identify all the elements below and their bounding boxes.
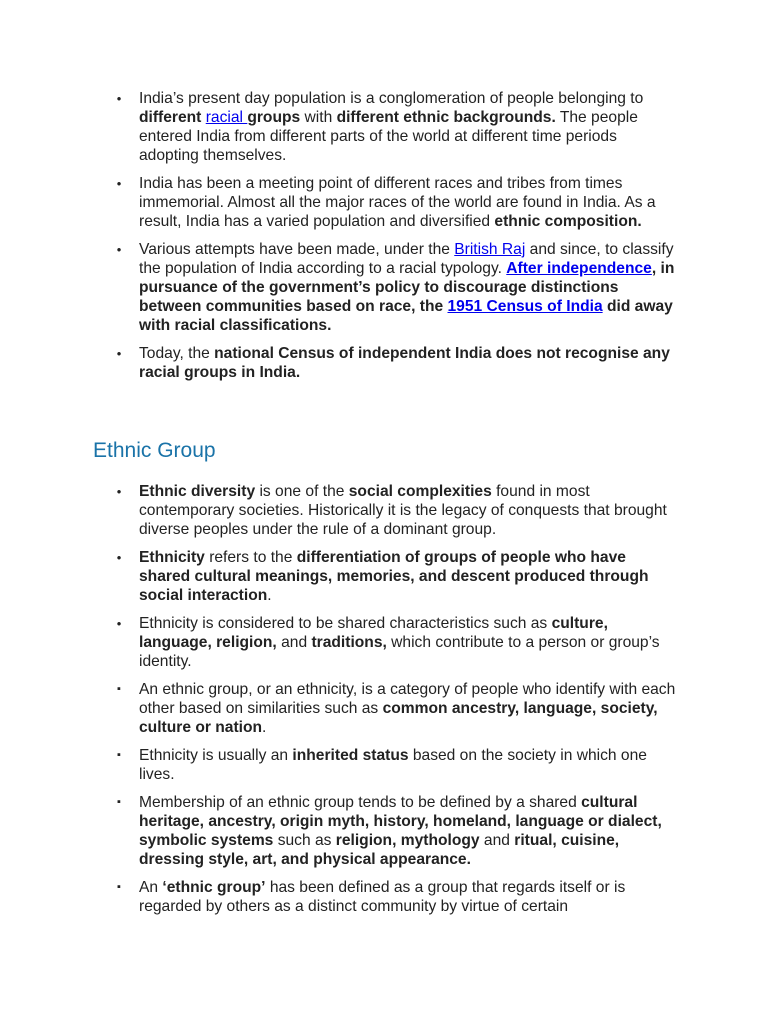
text-run: Various attempts have been made, under the: [139, 241, 455, 258]
list-item: [0, 240, 768, 335]
bullet-dot-icon: •: [116, 242, 122, 257]
list-item: [0, 548, 768, 605]
list-item: [0, 878, 768, 916]
bold-text-run: cultural heritage, ancestry, origin myth, history, homeland, language or dialect, symbolic systems: [139, 794, 662, 849]
section-heading: Ethnic Group: [93, 439, 216, 462]
bullet-square-icon: ▪: [117, 683, 121, 695]
list-item: [0, 793, 768, 869]
list-item: [0, 482, 768, 539]
text-run: and: [276, 634, 312, 651]
bold-text-run: inherited status: [292, 747, 409, 764]
bold-text-run: social complexities: [348, 483, 492, 500]
hyperlink[interactable]: British Raj: [454, 241, 526, 258]
bullet-dot-icon: •: [116, 176, 122, 191]
bold-text-run: groups: [247, 109, 301, 126]
list-item: [0, 89, 768, 165]
bold-text-run: ritual, cuisine, dressing style, art, and physical appearance.: [139, 832, 620, 868]
text-run: India has been a meeting point of different races and tribes from times immemorial. Almost all the major races of the world are found in India. As a result, India has a varied population and diversified: [139, 175, 656, 230]
bullet-dot-icon: •: [116, 91, 122, 106]
bold-text-run: national Census of independent India does not recognise any racial groups in India.: [139, 345, 670, 381]
bullet-dot-icon: •: [116, 484, 122, 499]
text-run: Ethnicity is considered to be shared characteristics such as: [139, 615, 552, 632]
bullet-dot-icon: •: [116, 550, 122, 565]
bullet-square-icon: ▪: [117, 749, 121, 761]
text-run: has been defined as a group that regards itself or is regarded by others as a distinct community by virtue of certain: [139, 879, 626, 915]
text-run: .: [267, 587, 272, 604]
text-run: based on the society in which one lives.: [139, 747, 647, 783]
hyperlink[interactable]: racial: [205, 109, 248, 126]
bold-text-run: religion, mythology: [335, 832, 480, 849]
bullet-square-icon: ▪: [117, 881, 121, 893]
bullet-square-icon: ▪: [117, 796, 121, 808]
bold-text-run: different: [139, 109, 206, 126]
text-run: which contribute to a person or group’s identity.: [139, 634, 660, 670]
bold-text-run: different ethnic backgrounds.: [336, 109, 556, 126]
text-run: The people entered India from different parts of the world at different time periods adopting themselves.: [139, 109, 638, 164]
text-run: Membership of an ethnic group tends to be defined by a shared: [139, 794, 582, 811]
text-run: with: [300, 109, 337, 126]
bold-text-run: differentiation of groups of people who have shared cultural meanings, memories, and descent produced through social interaction: [139, 549, 649, 604]
bullet-dot-icon: •: [116, 346, 122, 361]
text-run: .: [262, 719, 267, 736]
bold-text-run: ‘ethnic group’: [162, 879, 266, 896]
bold-hyperlink[interactable]: 1951 Census of India: [447, 298, 603, 315]
list-item: [0, 344, 768, 382]
bold-text-run: did away with racial classifications.: [139, 298, 673, 334]
list-item: [0, 746, 768, 784]
text-run: refers to the: [204, 549, 297, 566]
bold-text-run: common ancestry, language, society, culture or nation: [139, 700, 658, 736]
bold-text-run: culture, language, religion,: [139, 615, 608, 651]
text-run: India’s present day population is a conglomeration of people belonging to: [139, 90, 644, 107]
ethnic-group-bullet-list: [0, 482, 768, 925]
list-item: [0, 614, 768, 671]
bold-hyperlink[interactable]: After independence: [506, 260, 652, 277]
bold-text-run: traditions,: [311, 634, 387, 651]
text-run: Today, the: [139, 345, 215, 362]
bold-text-run: , in pursuance of the government’s policy to discourage distinctions between communities based on race, the: [139, 260, 675, 315]
bold-text-run: Ethnicity: [139, 549, 205, 566]
text-run: and: [479, 832, 515, 849]
bullet-dot-icon: •: [116, 616, 122, 631]
text-run: and since, to classify the population of India according to a racial typology.: [139, 241, 674, 277]
intro-bullet-list: [0, 89, 768, 391]
text-run: Ethnicity is usually an: [139, 747, 293, 764]
list-item: [0, 680, 768, 737]
bold-text-run: ethnic composition.: [494, 213, 642, 230]
text-run: An: [139, 879, 163, 896]
bold-text-run: Ethnic diversity: [139, 483, 256, 500]
list-item: [0, 174, 768, 231]
text-run: is one of the: [255, 483, 349, 500]
text-run: found in most contemporary societies. Historically it is the legacy of conquests that brought diverse peoples under the rule of a dominant group.: [139, 483, 667, 538]
text-run: such as: [273, 832, 336, 849]
text-run: An ethnic group, or an ethnicity, is a category of people who identify with each other based on similarities such as: [139, 681, 676, 717]
